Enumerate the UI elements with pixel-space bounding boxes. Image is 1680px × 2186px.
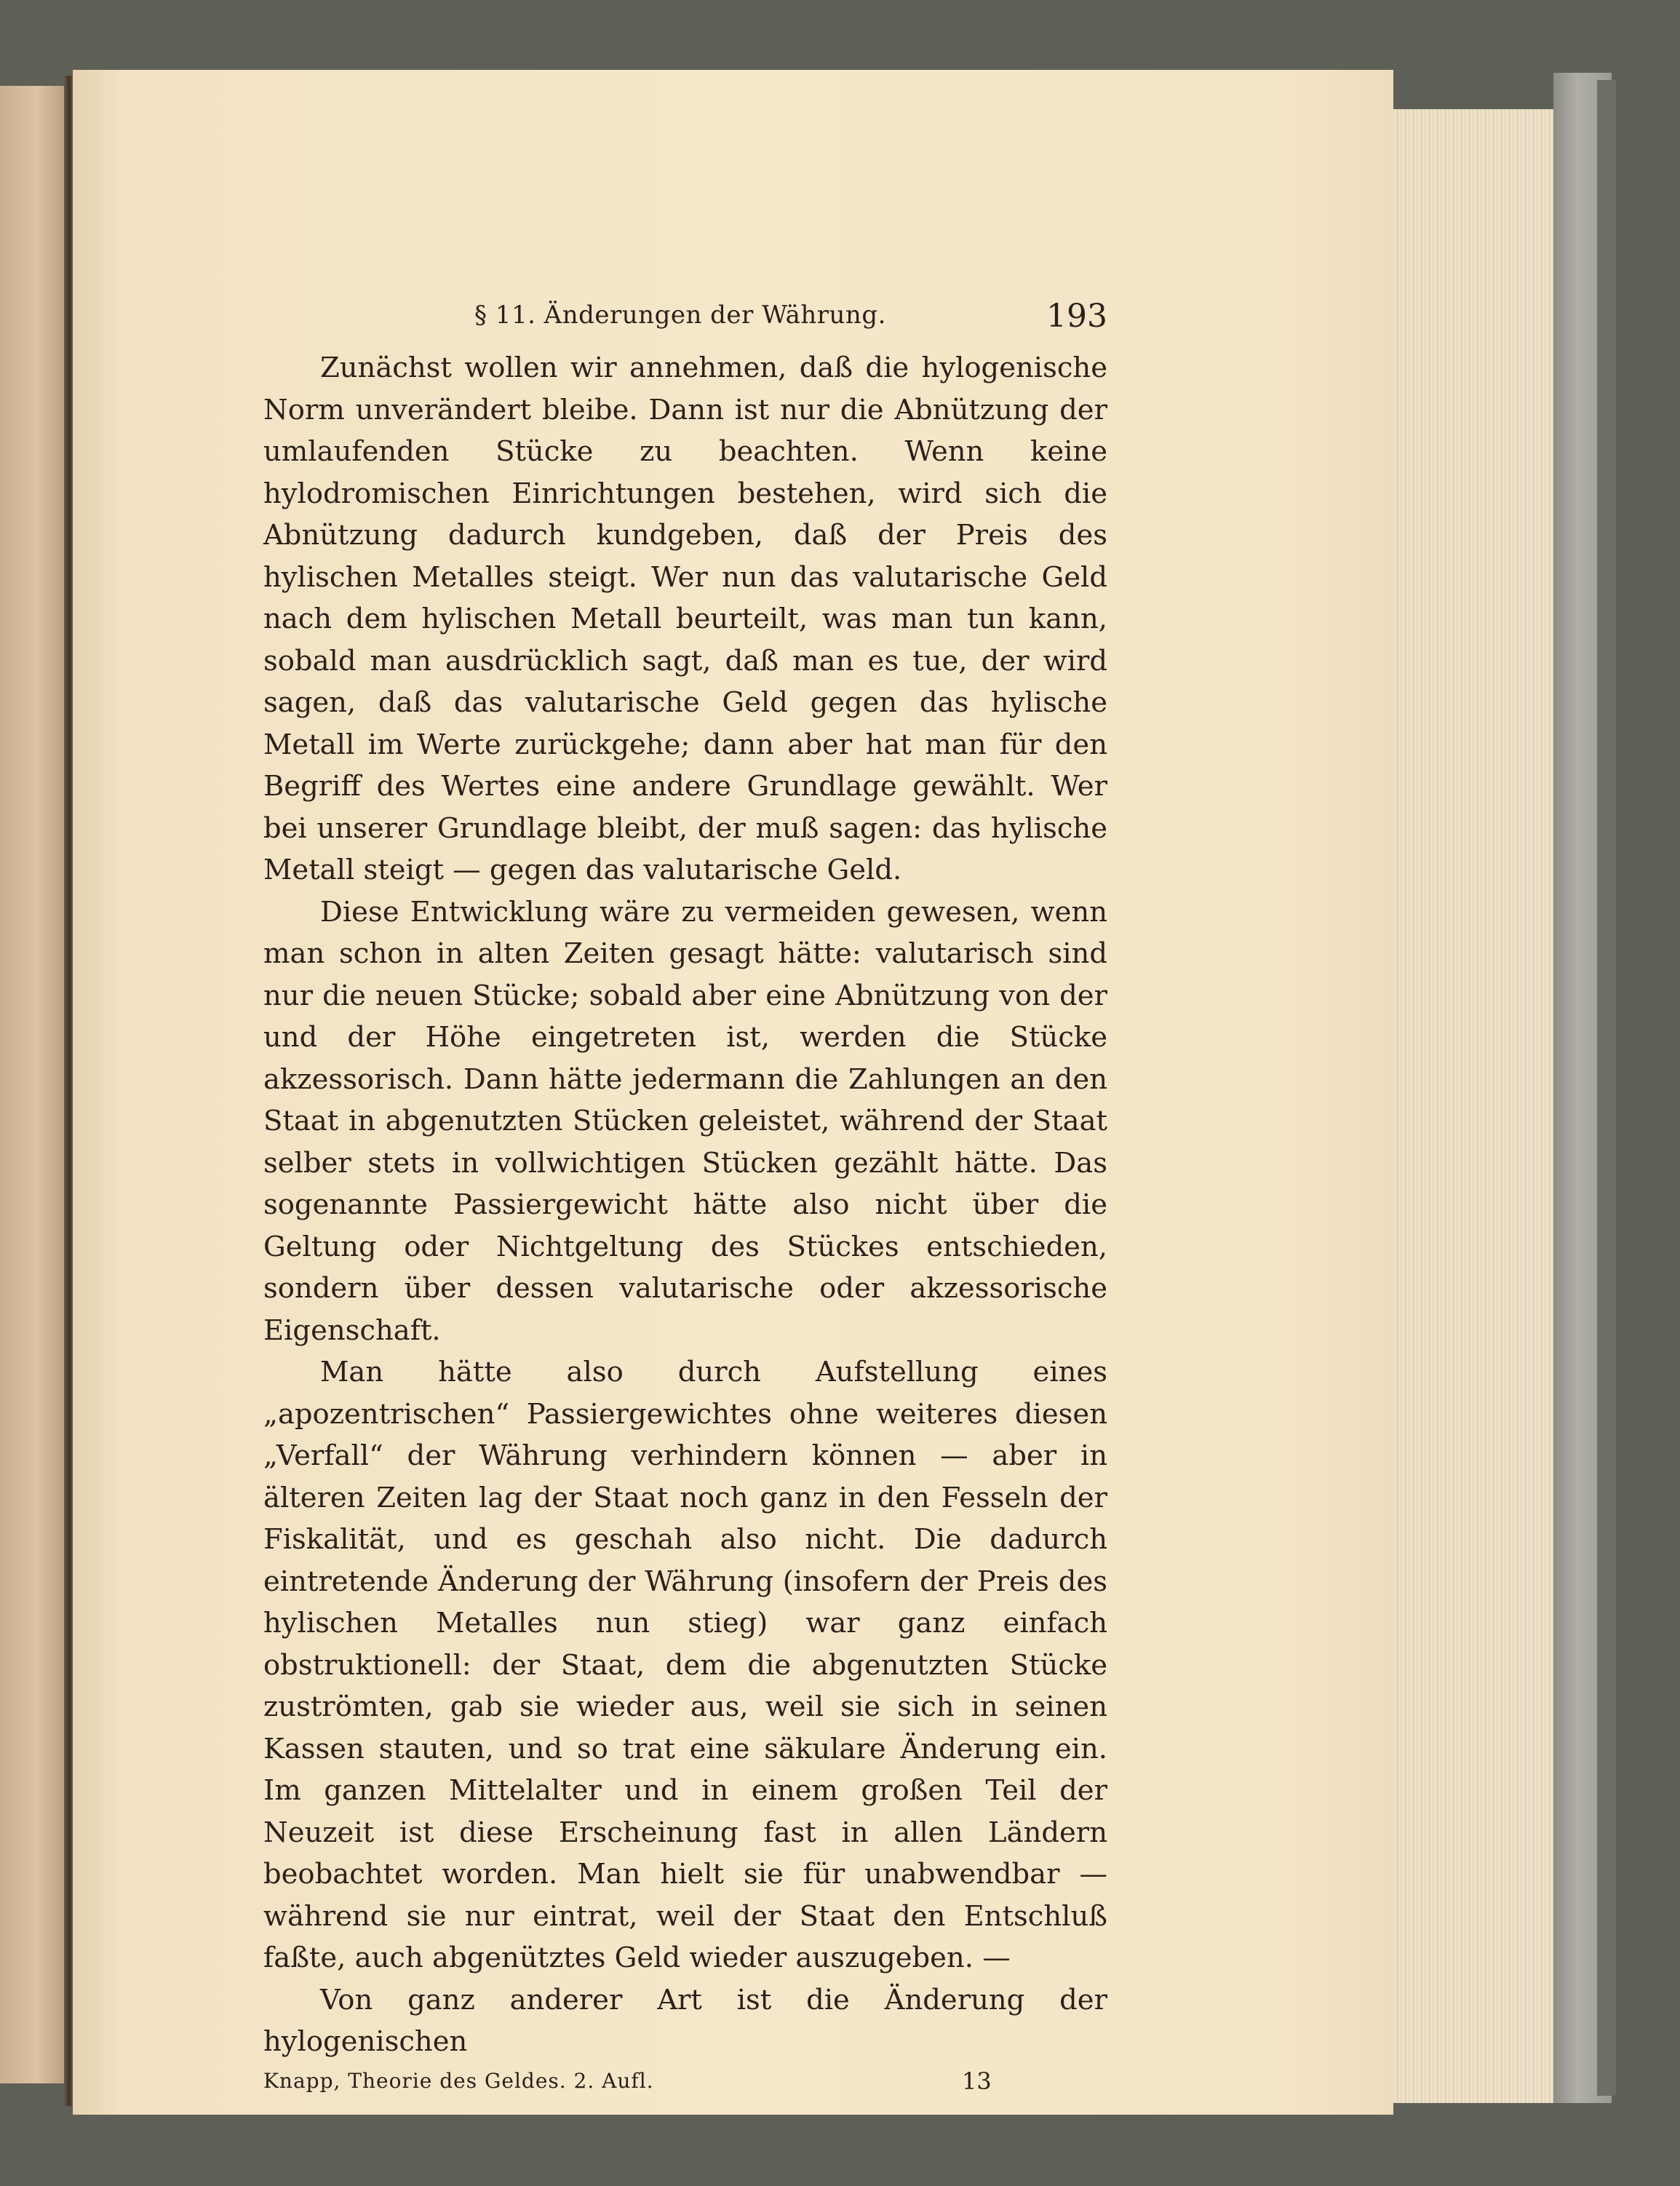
paragraph: Von ganz anderer Art ist die Änderung der hylogenischen bbox=[263, 1983, 1107, 2058]
page-number: 193 bbox=[1046, 298, 1107, 335]
page-edges bbox=[1393, 109, 1553, 2103]
paragraph: Zunächst wollen wir annehmen, daß die hylogenische Norm unverändert bleibe. Dann ist nur die Abnützung der umlaufenden Stücke zu beachten. Wenn keine hylodromischen Einrichtungen bestehen, wird sich die Abnützung dadurch kundgeben, daß der Preis des hylischen Metalles steigt. Wer nun das valutarische Geld nach dem hylischen Metall beurteilt, was man tun kann, sobald man ausdrücklich sagt, daß man es tue, der wird sagen, daß das valutarische Geld gegen das hylische Metall im Werte zurückgehe; dann aber hat man für den Begriff des Wertes eine andere Grundlage gewählt. Wer bei unserer Grundlage bleibt, der muß sagen: das hylische Metall steigt — gegen das valutarische Geld. bbox=[263, 351, 1107, 886]
paragraph: Man hätte also durch Aufstellung eines „apozentrischen“ Passiergewichtes ohne weiteres diesen „Verfall“ der Währung verhindern können — aber in älteren Zeiten lag der Staat noch ganz in den Fesseln der Fiskalität, und es geschah also nicht. Die dadurch eintretende Änderung der Währung (insofern der Preis des hylischen Metalles nun stieg) war ganz einfach obstruktionell: der Staat, dem die abgenutzten Stücke zuströmten, gab sie wieder aus, weil sie sich in seinen Kassen stauten, und so trat eine säkulare Änderung ein. Im ganzen Mittelalter und in einem großen Teil der Neuzeit ist diese Erscheinung fast in allen Ländern beobachtet worden. Man hielt sie für unabwendbar — während sie nur eintrat, weil der Staat den Entschluß faßte, auch abgenütztes Geld wieder auszugeben. — bbox=[263, 1356, 1107, 1974]
running-header bbox=[263, 287, 1107, 340]
body-text bbox=[263, 347, 1107, 2063]
left-page-edge bbox=[0, 86, 67, 2083]
book-cover-edge bbox=[1597, 80, 1616, 2096]
header-title: § 11. Änderungen der Währung. bbox=[474, 301, 886, 330]
paragraph: Diese Entwicklung wäre zu vermeiden gewesen, wenn man schon in alten Zeiten gesagt hätte: valutarisch sind nur die neuen Stücke; sobald aber eine Abnützung von der und der Höhe eingetreten ist, werden die Stücke akzessorisch. Dann hätte jedermann die Zahlungen an den Staat in abgenutzten Stücken geleistet, während der Staat selber stets in vollwichtigen Stücken gezählt hätte. Das sogenannte Passiergewicht hätte also nicht über die Geltung oder Nichtgeltung des Stückes entschieden, sondern über dessen valutarische oder akzessorische Eigenschaft. bbox=[263, 895, 1107, 1347]
footer-reference: Knapp, Theorie des Geldes. 2. Aufl. bbox=[263, 2068, 654, 2093]
page-content bbox=[263, 287, 1107, 2098]
signature-mark: 13 bbox=[962, 2067, 992, 2095]
page-footer bbox=[263, 2066, 1107, 2098]
